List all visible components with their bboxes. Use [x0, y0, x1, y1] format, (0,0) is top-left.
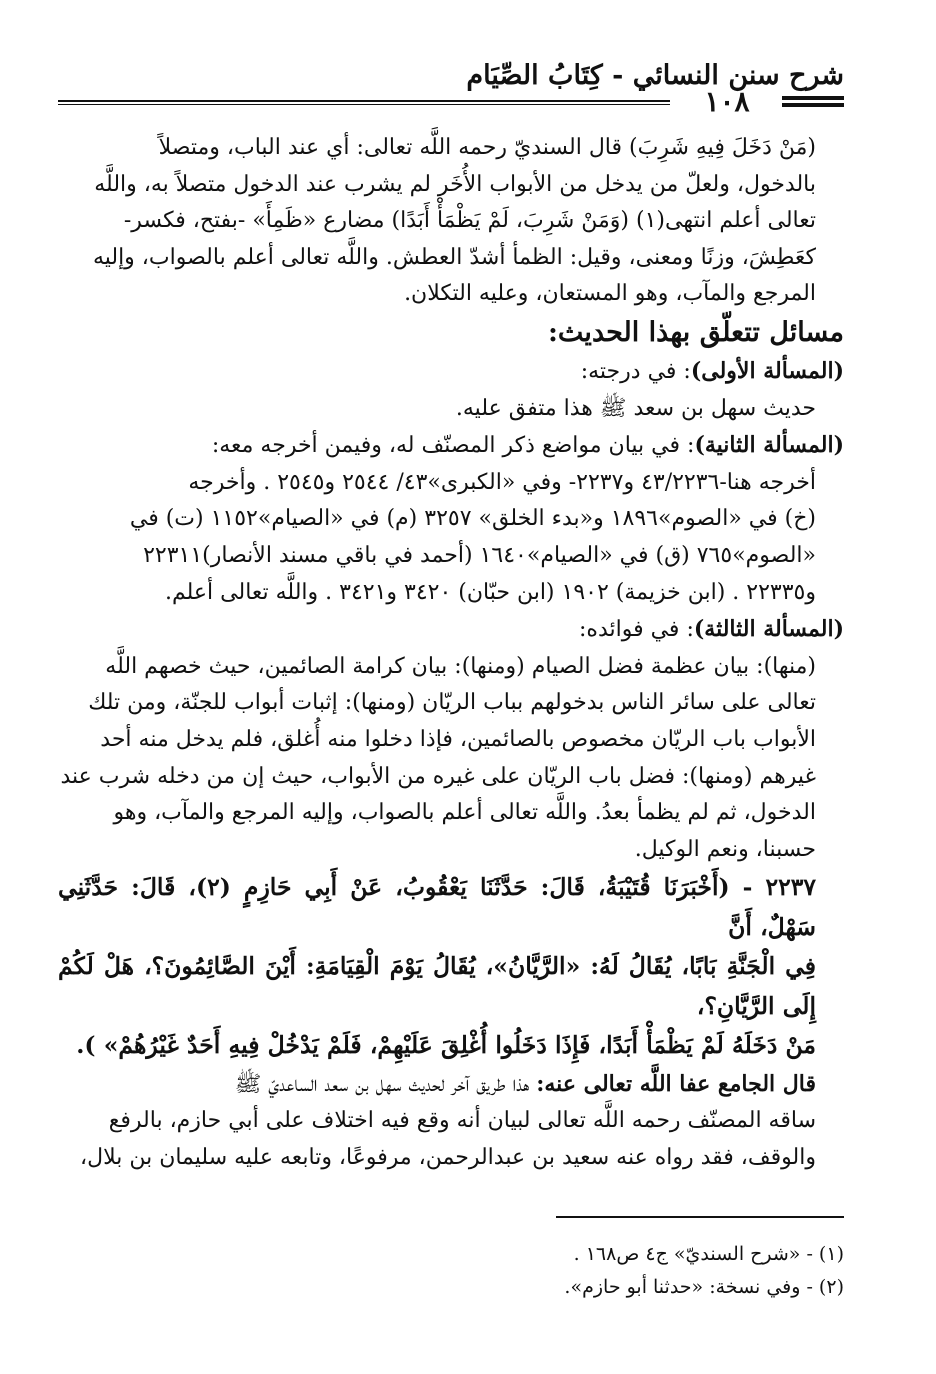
footnote-1: (١) - «شرح السنديّ» ج٤ ص١٦٨ . [573, 1243, 844, 1265]
issue-two-heading [58, 427, 844, 465]
issue-three-label: (المسألة الثالثة) [693, 616, 844, 643]
main-text [58, 130, 844, 1177]
issue-three-text: (منها): بيان عظمة فضل الصيام (ومنها): بيان كرامة الصائمين، حيث خصهم اللَّه تعالى على سائر الناس بدخولهم بباب الريّان (ومنها): إثبات أبواب للجنّة، ومن تلك الأبواب باب الريّان مخصوص بالصائمين، فإذا دخلوا منه أُغلق، فلم يدخل منه أحد غيرهم (ومنها): فضل باب الريّان على غيره من الأبواب، حيث إن من دخله شرب عند الدخول، ثم لم يظمأ بعدُ. واللَّه تعالى أعلم بالصواب، وإليه المرجع والمآب، وهو حسبنا، ونعم الوكيل. [60, 653, 816, 862]
section-heading: مسائل تتعلّق بهذا الحديث: [547, 316, 844, 348]
running-header: شرح سنن النسائي - كِتَابُ الصِّيَام [466, 60, 844, 91]
issue-three-heading [58, 611, 844, 649]
issue-one-topic: : في درجته: [580, 358, 691, 384]
issue-two-text: أخرجه هنا-٤٣/٢٢٣٦ و٢٢٣٧- وفي «الكبرى»٤٣/ ٢٥٤٤ و٢٥٤٥ . وأخرجه (خ) في «الصوم»١٨٩٦ و«بدء الخلق» ٣٢٥٧ (م) في «الصيام»١١٥٢ (ت) في «الصوم»٧٦٥ (ق) في «الصيام»١٦٤٠ (أحمد في باقي مسند الأنصار)٢٢٣١١ و٢٢٣٣٥ . (ابن خزيمة) ١٩٠٢ (ابن حبّان) ٣٤٢٠ و٣٤٢١ . واللَّه تعالى أعلم. [129, 469, 816, 605]
issue-one-text: حديث سهل بن سعد ﷺ هذا متفق عليه. [455, 395, 816, 421]
header-rule [58, 100, 670, 105]
issue-two-label: (المسألة الثانية) [694, 432, 844, 459]
issue-two-topic: : في بيان مواضع ذكر المصنّف له، وفيمن أخرجه معه: [211, 433, 695, 459]
compiler-note-text: هذا طريق آخر لحديث سهل بن سعد الساعديّ ﷺ ساقه المصنّف رحمه اللَّه تعالى لبيان أنه وقع فيه اختلاف على أبي حازم، بالرفع والوقف، فقد رواه عنه سعيد بن عبدالرحمن، مرفوعًا، وتابعه عليه سليمان بن بلال، [80, 1071, 816, 1170]
issue-one-label: (المسألة الأولى) [690, 357, 844, 384]
footnotes [58, 1238, 844, 1304]
issue-three-topic: : في فوائده: [579, 617, 694, 643]
page-number: ١٠٨ [704, 85, 750, 118]
issue-one-heading [58, 353, 844, 391]
footnote-rule [556, 1216, 844, 1218]
footnote-2: (٢) - وفي نسخة: «حدثنا أبو حازم». [564, 1276, 844, 1298]
hadith-text: ٢٢٣٧ - (أَخْبَرَنَا قُتَيْبَةُ، قَالَ: حَدَّثَنَا يَعْقُوبُ، عَنْ أَبِي حَازِمٍ (٢)، قَالَ: حَدَّثَنِي سَهْلٌ، أَنَّ فِي الْجَنَّةِ بَابًا، يُقَالُ لَهُ: «الرَّيَّانُ»، يُقَالُ يَوْمَ الْقِيَامَةِ: أَيْنَ الصَّائِمُونَ؟، هَلْ لَكُمْ إِلَى الرَّيَّانِ؟، مَنْ دَخَلَهُ لَمْ يَظْمَأْ أَبَدًا، فَإِذَا دَخَلُوا أُغْلِقَ عَلَيْهِمْ، فَلَمْ يَدْخُلْ فِيهِ أَحَدٌ غَيْرُهُمْ» ). [58, 873, 816, 1060]
compiler-note-label: قال الجامع عفا اللَّه تعالى عنه: [536, 1070, 816, 1097]
header-ornament-bars [782, 96, 844, 110]
commentary-paragraph: (مَنْ دَخَلَ فِيهِ شَرِبَ) قال السنديّ رحمه اللَّه تعالى: أي عند الباب، ومتصلاً بالدخول، ولعلّ من يدخل من الأبواب الأُخَر لم يشرب عند الدخول متصلاً به، واللَّه تعالى أعلم انتهى(١) (وَمَنْ شَرِبَ، لَمْ يَظْمَأْ أَبَدًا) مضارع «ظَمِأَ» -بفتح، فكسر- كعَطِشَ، وزنًا ومعنى، وقيل: الظمأ أشدّ العطش. واللَّه تعالى أعلم بالصواب، وإليه المرجع والمآب، وهو المستعان، وعليه التكلان. [92, 135, 816, 307]
compiler-note [58, 1066, 844, 1177]
